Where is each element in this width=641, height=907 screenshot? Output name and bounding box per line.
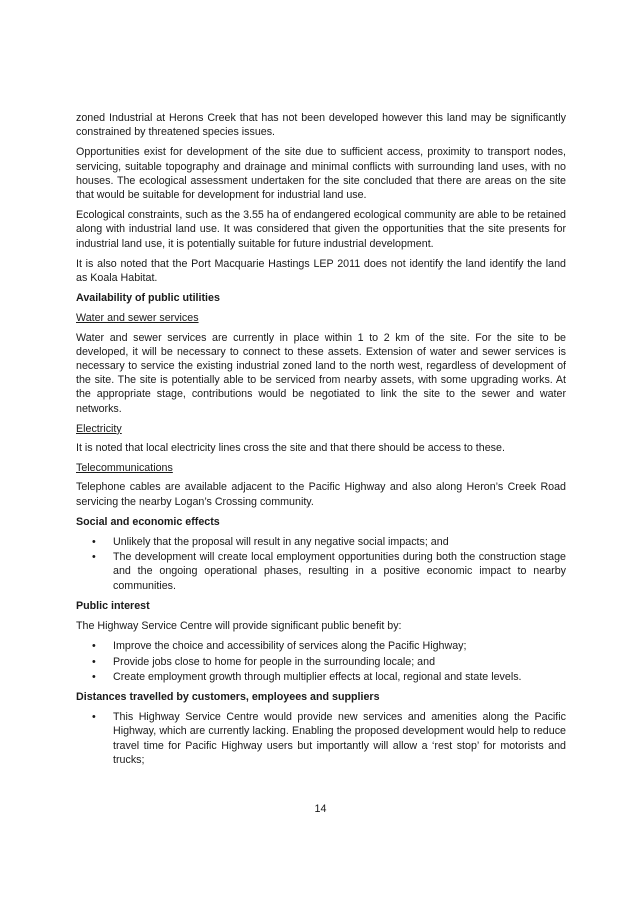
bullet-icon: • [92, 655, 96, 668]
bullet-icon: • [92, 551, 96, 564]
list-item: • Unlikely that the proposal will result in any negative social impacts; and [92, 536, 449, 549]
list-item: • The development will create local employment opportunities during both the construction stage and the ongoing operational phases, resulting in a positive economic impact to nearby communities. [92, 551, 566, 592]
paragraph-electricity: It is noted that local electricity lines cross the site and that there should be access to these. [76, 442, 505, 455]
bullet-icon: • [92, 536, 96, 549]
list-social-effects [76, 535, 566, 593]
list-public-benefits [76, 639, 566, 684]
page-number: 14 [314, 803, 327, 815]
heading-public-interest: Public interest [76, 599, 150, 612]
list-item: • Create employment growth through multiplier effects at local, regional and state levels. [92, 670, 522, 683]
page-content [76, 111, 566, 773]
paragraph-opportunities: Opportunities exist for development of the site due to sufficient access, proximity to transport nodes, servicing, suitable topography and drainage and minimal conflicts with surrounding land uses, with no houses. The ecological assessment undertaken for the site concluded that there are areas on the site that would be suitable for development for industrial land use. [76, 146, 566, 202]
subheading-telecommunications: Telecommunications [76, 462, 173, 475]
paragraph-industrial-zoning: zoned Industrial at Herons Creek that has not been developed however this land may be significantly constrained by threatened species issues. [76, 112, 566, 139]
paragraph-public-interest-intro: The Highway Service Centre will provide significant public benefit by: [76, 620, 402, 633]
heading-public-utilities: Availability of public utilities [76, 292, 220, 305]
paragraph-water-sewer: Water and sewer services are currently in place within 1 to 2 km of the site. For the site to be developed, it will be necessary to connect to these assets. Extension of water and sewer services is necessary to service the existing industrial zoned land to the north west, regardless of development of the site. The site is potentially able to be serviced from nearby assets, with some upgrading works. At the appropriate stage, contributions would be negotiated to link the site to the sewer and water networks. [76, 331, 566, 415]
paragraph-telecommunications: Telephone cables are available adjacent to the Pacific Highway and also along Heron’s Creek Road servicing the nearby Logan’s Crossing community. [76, 481, 566, 508]
heading-social-economic: Social and economic effects [76, 515, 220, 528]
paragraph-ecological-constraints: Ecological constraints, such as the 3.55 ha of endangered ecological community are able to be retained along with industrial land use. It was considered that given the opportunities that the site presents for industrial land use, it is potentially suitable for future industrial development. [76, 209, 566, 250]
paragraph-koala-habitat: It is also noted that the Port Macquarie Hastings LEP 2011 does not identify the land identify the land as Koala Habitat. [76, 257, 566, 285]
bullet-icon: • [92, 711, 96, 724]
list-distances [76, 710, 566, 767]
bullet-icon: • [92, 640, 96, 653]
heading-distances-travelled: Distances travelled by customers, employees and suppliers [76, 690, 380, 703]
subheading-water-sewer: Water and sewer services [76, 312, 199, 325]
bullet-icon: • [92, 670, 96, 683]
subheading-electricity: Electricity [76, 422, 122, 435]
list-item: • Provide jobs close to home for people in the surrounding locale; and [92, 655, 436, 668]
list-item: • Improve the choice and accessibility of services along the Pacific Highway; [92, 640, 467, 653]
list-item: • This Highway Service Centre would provide new services and amenities along the Pacific Highway, which are currently lacking. Enabling the proposed development would help to reduce travel time for Pacific Highway users but importantly will allow a ‘rest stop’ for motorists and trucks; [92, 711, 566, 766]
